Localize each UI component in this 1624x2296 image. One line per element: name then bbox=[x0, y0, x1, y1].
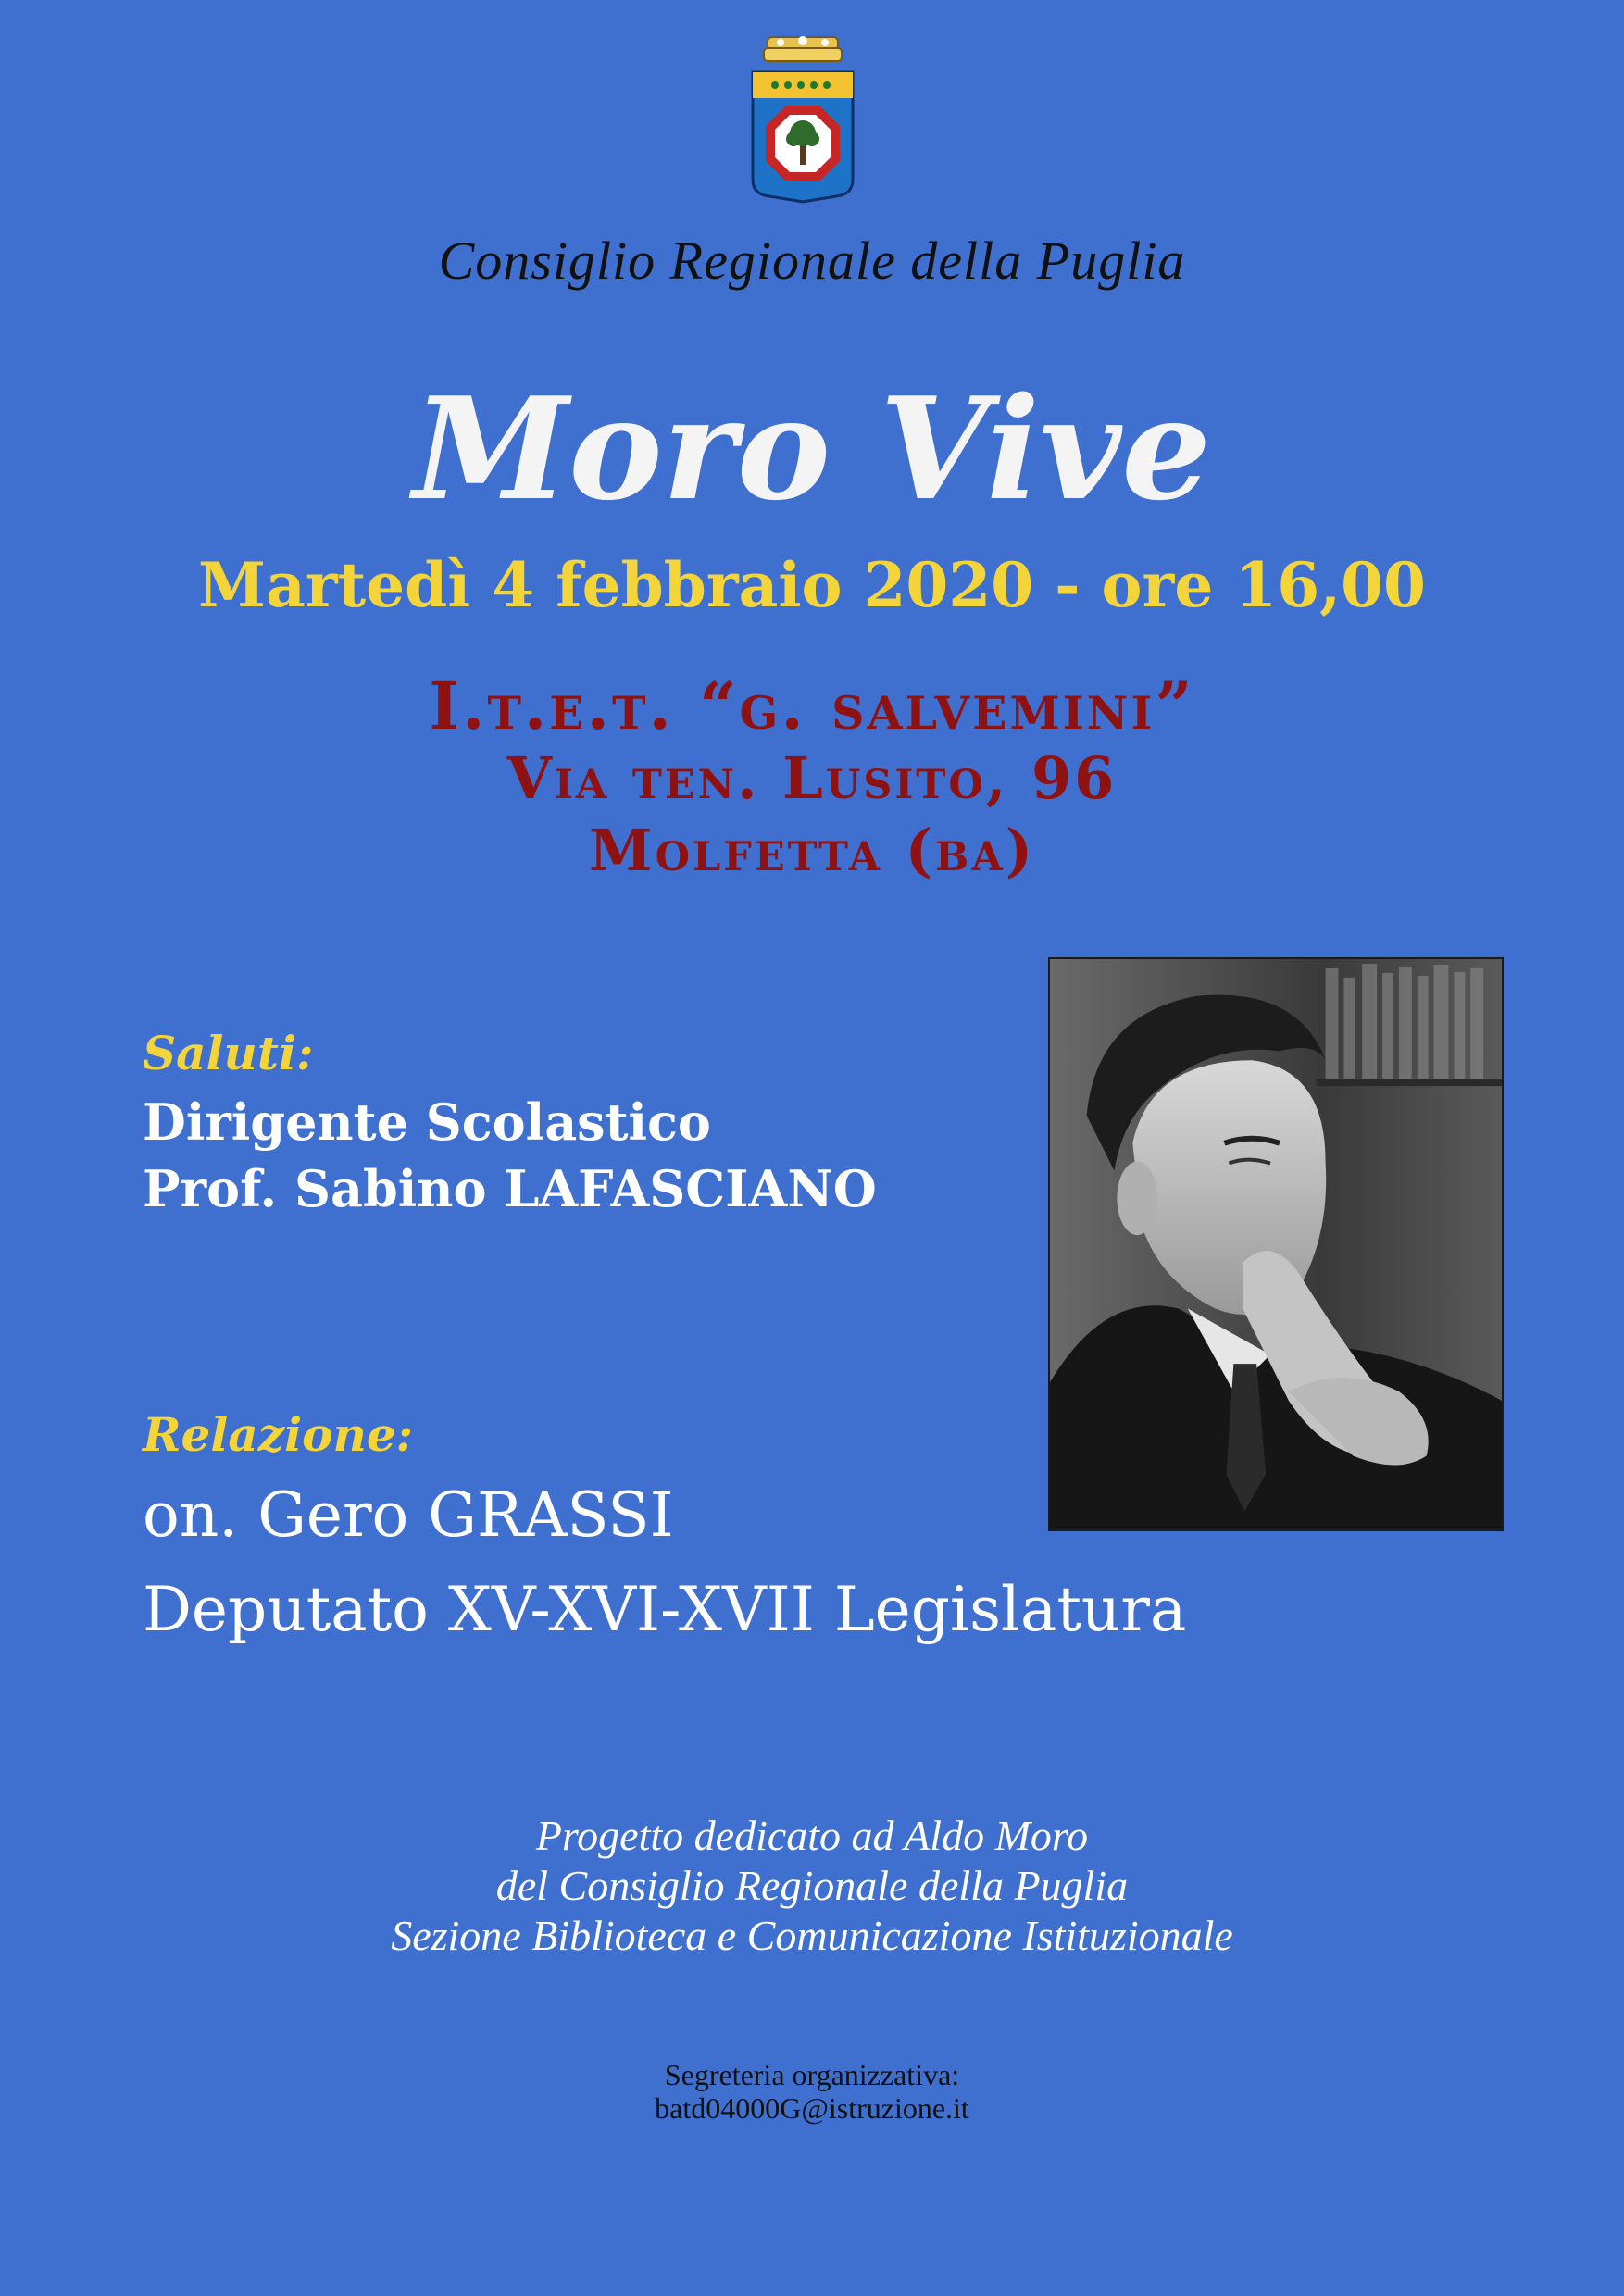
greetings-role: Dirigente Scolastico bbox=[143, 1092, 711, 1152]
speaker-title: Deputato XV-XVI-XVII Legislatura bbox=[143, 1574, 1187, 1645]
project-line-1: Progetto dedicato ad Aldo Moro bbox=[535, 1812, 1089, 1859]
secretariat-email[interactable]: batd04000G@istruzione.it bbox=[655, 2091, 969, 2125]
venue-city: Molfetta (ba) bbox=[588, 817, 1036, 884]
greetings-person: Prof. Sabino LAFASCIANO bbox=[143, 1159, 877, 1218]
talk-label: Relazione: bbox=[143, 1407, 414, 1462]
event-date-time: Martedì 4 febbraio 2020 - ore 16,00 bbox=[198, 549, 1426, 621]
greetings-label: Saluti: bbox=[143, 1026, 314, 1080]
council-name: Consiglio Regionale della Puglia bbox=[438, 231, 1186, 291]
project-line-2: del Consiglio Regionale della Puglia bbox=[495, 1862, 1129, 1909]
secretariat-label: Segreteria organizzativa: bbox=[664, 2058, 960, 2091]
coat-of-arms-icon bbox=[747, 31, 858, 207]
event-title: Moro Vive bbox=[412, 366, 1212, 531]
project-line-3: Sezione Biblioteca e Comunicazione Istituzionale bbox=[391, 1912, 1233, 1959]
venue-address: Via ten. Lusito, 96 bbox=[506, 744, 1118, 812]
portrait-photo bbox=[1048, 957, 1504, 1531]
venue-name: I.t.e.t. “g. salvemini” bbox=[429, 668, 1195, 744]
speaker-name: on. Gero GRASSI bbox=[143, 1479, 674, 1551]
